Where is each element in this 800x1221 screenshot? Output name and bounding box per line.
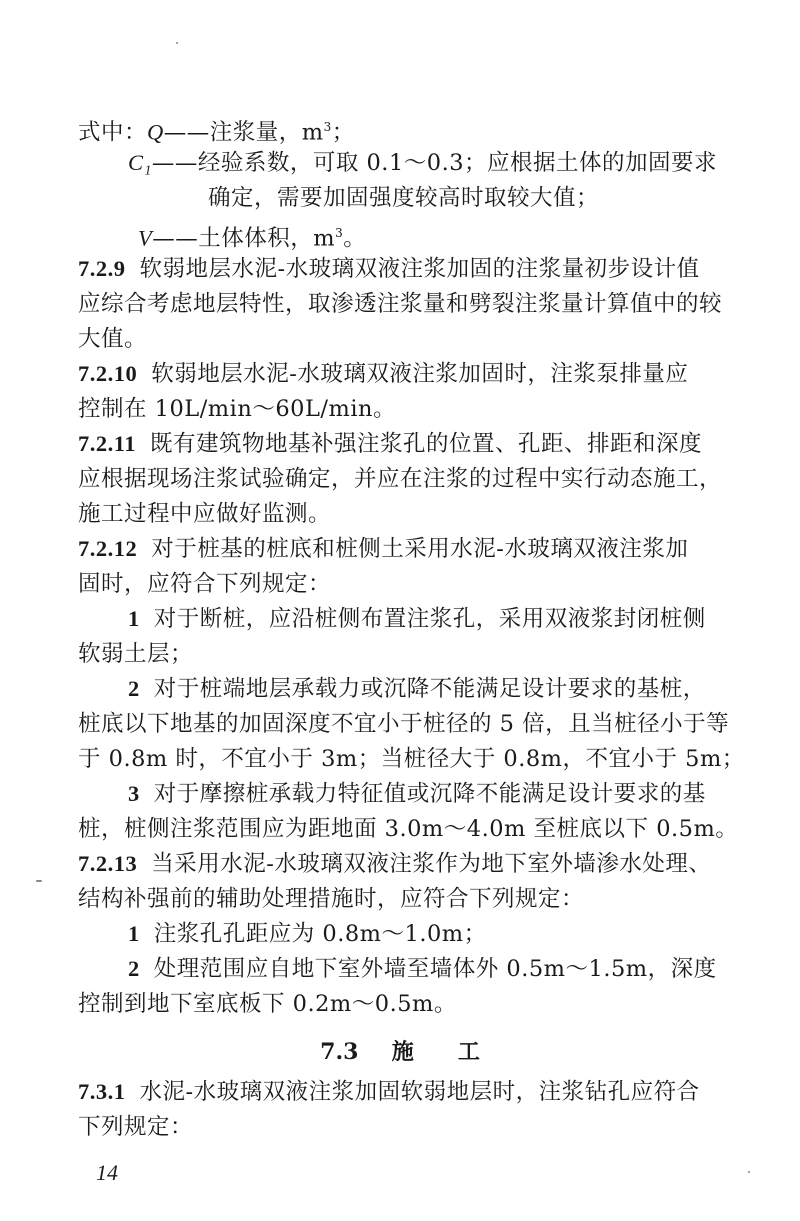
section-title-part: 施 [391, 1039, 414, 1065]
clause-line [78, 464, 722, 494]
page-number: 14 [96, 1160, 118, 1185]
clause-text: 控制在 10L/min～60L/min。 [78, 396, 397, 422]
legend-Q-text: 注浆量，m [209, 119, 324, 146]
section-heading [0, 1035, 800, 1066]
clause-text: 对于桩基的桩底和桩侧土采用水泥-水玻璃双液注浆加 [151, 536, 689, 562]
item-text: 软弱土层； [78, 641, 194, 667]
legend-C1-text: 经验系数，可取 0.1～0.3；应根据土体的加固要求 [197, 150, 718, 176]
list-item-cont [78, 709, 729, 739]
clause-7-3-1 [78, 1077, 700, 1107]
item-text: 处理范围应自地下室外墙至墙体外 0.5m～1.5m，深度 [153, 956, 717, 982]
clause-number: 7.2.12 [78, 536, 138, 561]
list-item-cont [78, 989, 457, 1019]
clause-text: 软弱地层水泥-水玻璃双液注浆加固时，注浆泵排量应 [151, 361, 689, 387]
clause-text: 下列规定： [78, 1114, 194, 1140]
clause-text: 软弱地层水泥-水玻璃双液注浆加固的注浆量初步设计值 [139, 256, 700, 282]
scan-speck [748, 1171, 750, 1173]
clause-number: 7.2.10 [78, 361, 138, 386]
item-text: 对于断桩，应沿桩侧布置注浆孔，采用双液浆封闭桩侧 [153, 606, 706, 632]
list-item-cont [78, 744, 745, 774]
clause-number: 7.2.9 [78, 256, 126, 281]
clause-text: 既有建筑物地基补强注浆孔的位置、孔距、排距和深度 [150, 431, 703, 457]
legend-prefix: 式中： [78, 119, 148, 146]
item-text: 对于桩端地层承载力或沉降不能满足设计要求的基桩， [153, 676, 706, 702]
clause-line [78, 1112, 193, 1142]
item-text: 控制到地下室底板下 0.2m～0.5m。 [78, 991, 457, 1017]
clause-text: 应综合考虑地层特性，取渗透注浆量和劈裂注浆量计算值中的较 [78, 291, 723, 317]
item-number: 2 [128, 956, 140, 981]
list-item [128, 604, 706, 634]
clause-line [78, 394, 396, 424]
clause-text: 水泥-水玻璃双液注浆加固软弱地层时，注浆钻孔应符合 [139, 1079, 700, 1105]
legend-C1-continuation: 确定，需要加固强度较高时取较大值； [208, 185, 600, 211]
clause-line [78, 289, 722, 319]
list-item [128, 779, 706, 809]
clause-text: 应根据现场注浆试验确定，并应在注浆的过程中实行动态施工， [78, 466, 723, 492]
item-number: 3 [128, 781, 140, 806]
clause-line [78, 569, 331, 599]
clause-7-2-10 [78, 359, 688, 389]
section-title-part: 工 [457, 1039, 480, 1065]
section-number: 7.3 [320, 1039, 359, 1065]
list-item [128, 954, 717, 984]
scan-speck [36, 880, 42, 882]
legend-V-text: 土体体积，m [198, 225, 336, 252]
legend-Q [78, 112, 355, 148]
superscript: 3 [323, 120, 332, 134]
clause-7-2-11 [78, 429, 702, 459]
clause-text: 大值。 [78, 326, 148, 352]
clause-number: 7.2.13 [78, 851, 138, 876]
clause-number: 7.2.11 [78, 431, 137, 456]
clause-number: 7.3.1 [78, 1079, 126, 1104]
clause-7-2-9 [78, 254, 700, 284]
clause-line [78, 884, 584, 914]
item-text: 于 0.8m 时，不宜小于 3m；当桩径大于 0.8m，不宜小于 5m； [78, 746, 745, 772]
clause-text: 当采用水泥-水玻璃双液注浆作为地下室外墙渗水处理、 [151, 851, 712, 877]
item-number: 2 [128, 676, 140, 701]
punct: ； [331, 119, 355, 146]
item-text: 对于摩擦桩承载力特征值或沉降不能满足设计要求的基 [153, 781, 706, 807]
scan-speck [176, 42, 178, 44]
item-number: 1 [128, 606, 140, 631]
list-item-cont [78, 639, 193, 669]
clause-text: 固时，应符合下列规定： [78, 571, 332, 597]
clause-text: 结构补强前的辅助处理措施时，应符合下列规定： [78, 886, 585, 912]
dash: —— [151, 150, 198, 176]
superscript: 3 [335, 226, 344, 240]
clause-line [78, 499, 331, 529]
list-item [128, 674, 706, 704]
clause-7-2-12 [78, 534, 688, 564]
legend-C1 [128, 148, 717, 178]
item-text: 桩底以下地基的加固深度不宜小于桩径的 5 倍，且当桩径小于等 [78, 711, 730, 737]
item-number: 1 [128, 921, 140, 946]
clause-text: 施工过程中应做好监测。 [78, 501, 332, 527]
item-text: 桩，桩侧注浆范围应为距地面 3.0m～4.0m 至桩底以下 0.5m。 [78, 816, 739, 842]
symbol-C1: C₁ [128, 150, 152, 175]
legend-C1-cont [208, 183, 599, 213]
punct: 。 [343, 225, 367, 252]
dash: —— [163, 119, 210, 146]
legend-V [138, 218, 366, 254]
clause-line [78, 324, 147, 354]
item-text: 注浆孔孔距应为 0.8m～1.0m； [153, 921, 487, 947]
dash: —— [152, 225, 199, 252]
list-item [128, 919, 487, 949]
clause-7-2-13 [78, 849, 711, 879]
symbol-V: V [138, 225, 153, 251]
list-item-cont [78, 814, 738, 844]
symbol-Q: Q [147, 119, 164, 145]
